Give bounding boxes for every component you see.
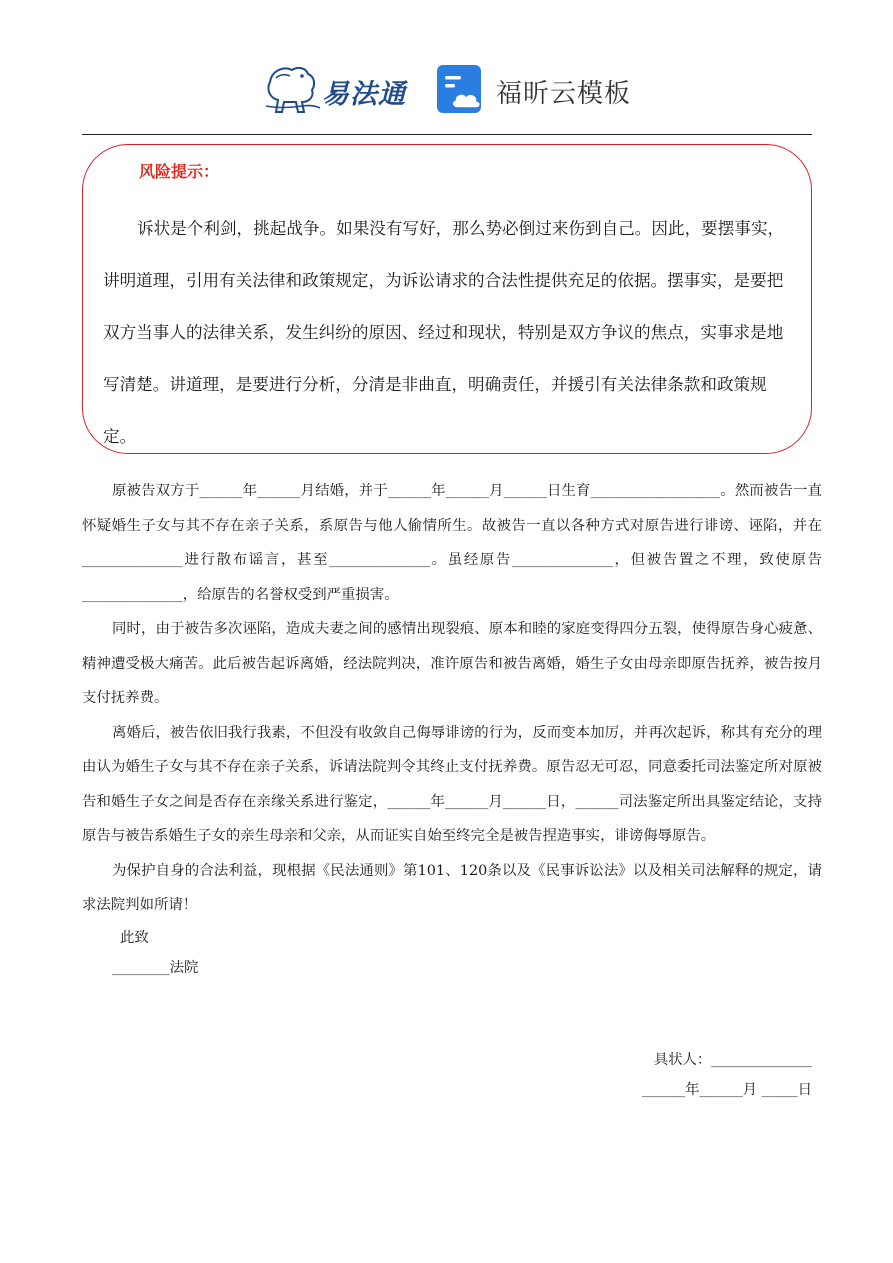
yifatong-logo [262, 62, 414, 116]
page-header [0, 58, 893, 122]
paragraph-legal-basis: 为保护自身的合法利益，现根据《民法通则》第101、120条以及《民事诉讼法》以及相关司法解释的规定，请求法院判如所请！ [82, 862, 822, 913]
complaint-body [82, 474, 822, 983]
risk-notice-title: 风险提示： [139, 162, 220, 181]
salutation: 此致 [120, 929, 149, 946]
yifatong-logo-text: 易法通 [322, 79, 406, 110]
paragraph-appraisal: 离婚后，被告依旧我行我素，不但没有收敛自己侮辱诽谤的行为，反而变本加厉，并再次起诉，称其有充分的理由认为婚生子女与其不存在亲子关系，诉请法院判令其终止支付抚养费。原告忍无可忍，同意委托司法鉴定所对原被告和婚生子女之间是否存在亲缘关系进行鉴定，______年______月______日，______司法鉴定所出具鉴定结论，支持原告与被告系婚生子女的亲生母亲和父亲，从而证实自始至终完全是被告捏造事实，诽谤侮辱原告。 [82, 724, 822, 844]
qilin-horse-icon [262, 62, 322, 116]
risk-notice-text: 诉状是个利剑，挑起战争。如果没有写好，那么势必倒过来伤到自己。因此，要摆事实，讲明道理，引用有关法律和政策规定，为诉讼请求的合法性提供充足的依据。摆事实，是要把双方当事人的法律关系，发生纠纷的原因、经过和现状，特别是双方争议的焦点，实事求是地写清楚。讲道理，是要进行分析，分清是非曲直，明确责任，并援引有关法律条款和政策规定。 [103, 219, 785, 446]
date-line: ______年______月 _____日 [641, 1082, 812, 1098]
paragraph-facts: 原被告双方于______年______月结婚，并于______年______月______日生育__________________。然而被告一直怀疑婚生子女与其不存在亲子关系，系原告与他人偷情所生。故被告一直以各种方式对原告进行诽谤、诬陷，并在______________进行散布谣言，甚至______________。虽经原告______________，但被告置之不理，致使原告______________，给原告的名誉权受到严重损害。 [82, 483, 822, 603]
signer-line: 具状人：______________ [653, 1052, 812, 1068]
foxit-template-logo-text: 福昕云模板 [496, 79, 632, 109]
signature-block [560, 1046, 812, 1106]
court-name-blank: ________法院 [112, 959, 199, 976]
cloud-document-icon [436, 64, 486, 116]
foxit-template-logo [436, 64, 636, 116]
header-divider [82, 134, 812, 135]
paragraph-divorce: 同时，由于被告多次诬陷，造成夫妻之间的感情出现裂痕、原本和睦的家庭变得四分五裂，使得原告身心疲惫、精神遭受极大痛苦。此后被告起诉离婚，经法院判决，准许原告和被告离婚，婚生子女由母亲即原告抚养，被告按月支付抚养费。 [82, 621, 822, 706]
risk-notice-box [82, 144, 812, 454]
